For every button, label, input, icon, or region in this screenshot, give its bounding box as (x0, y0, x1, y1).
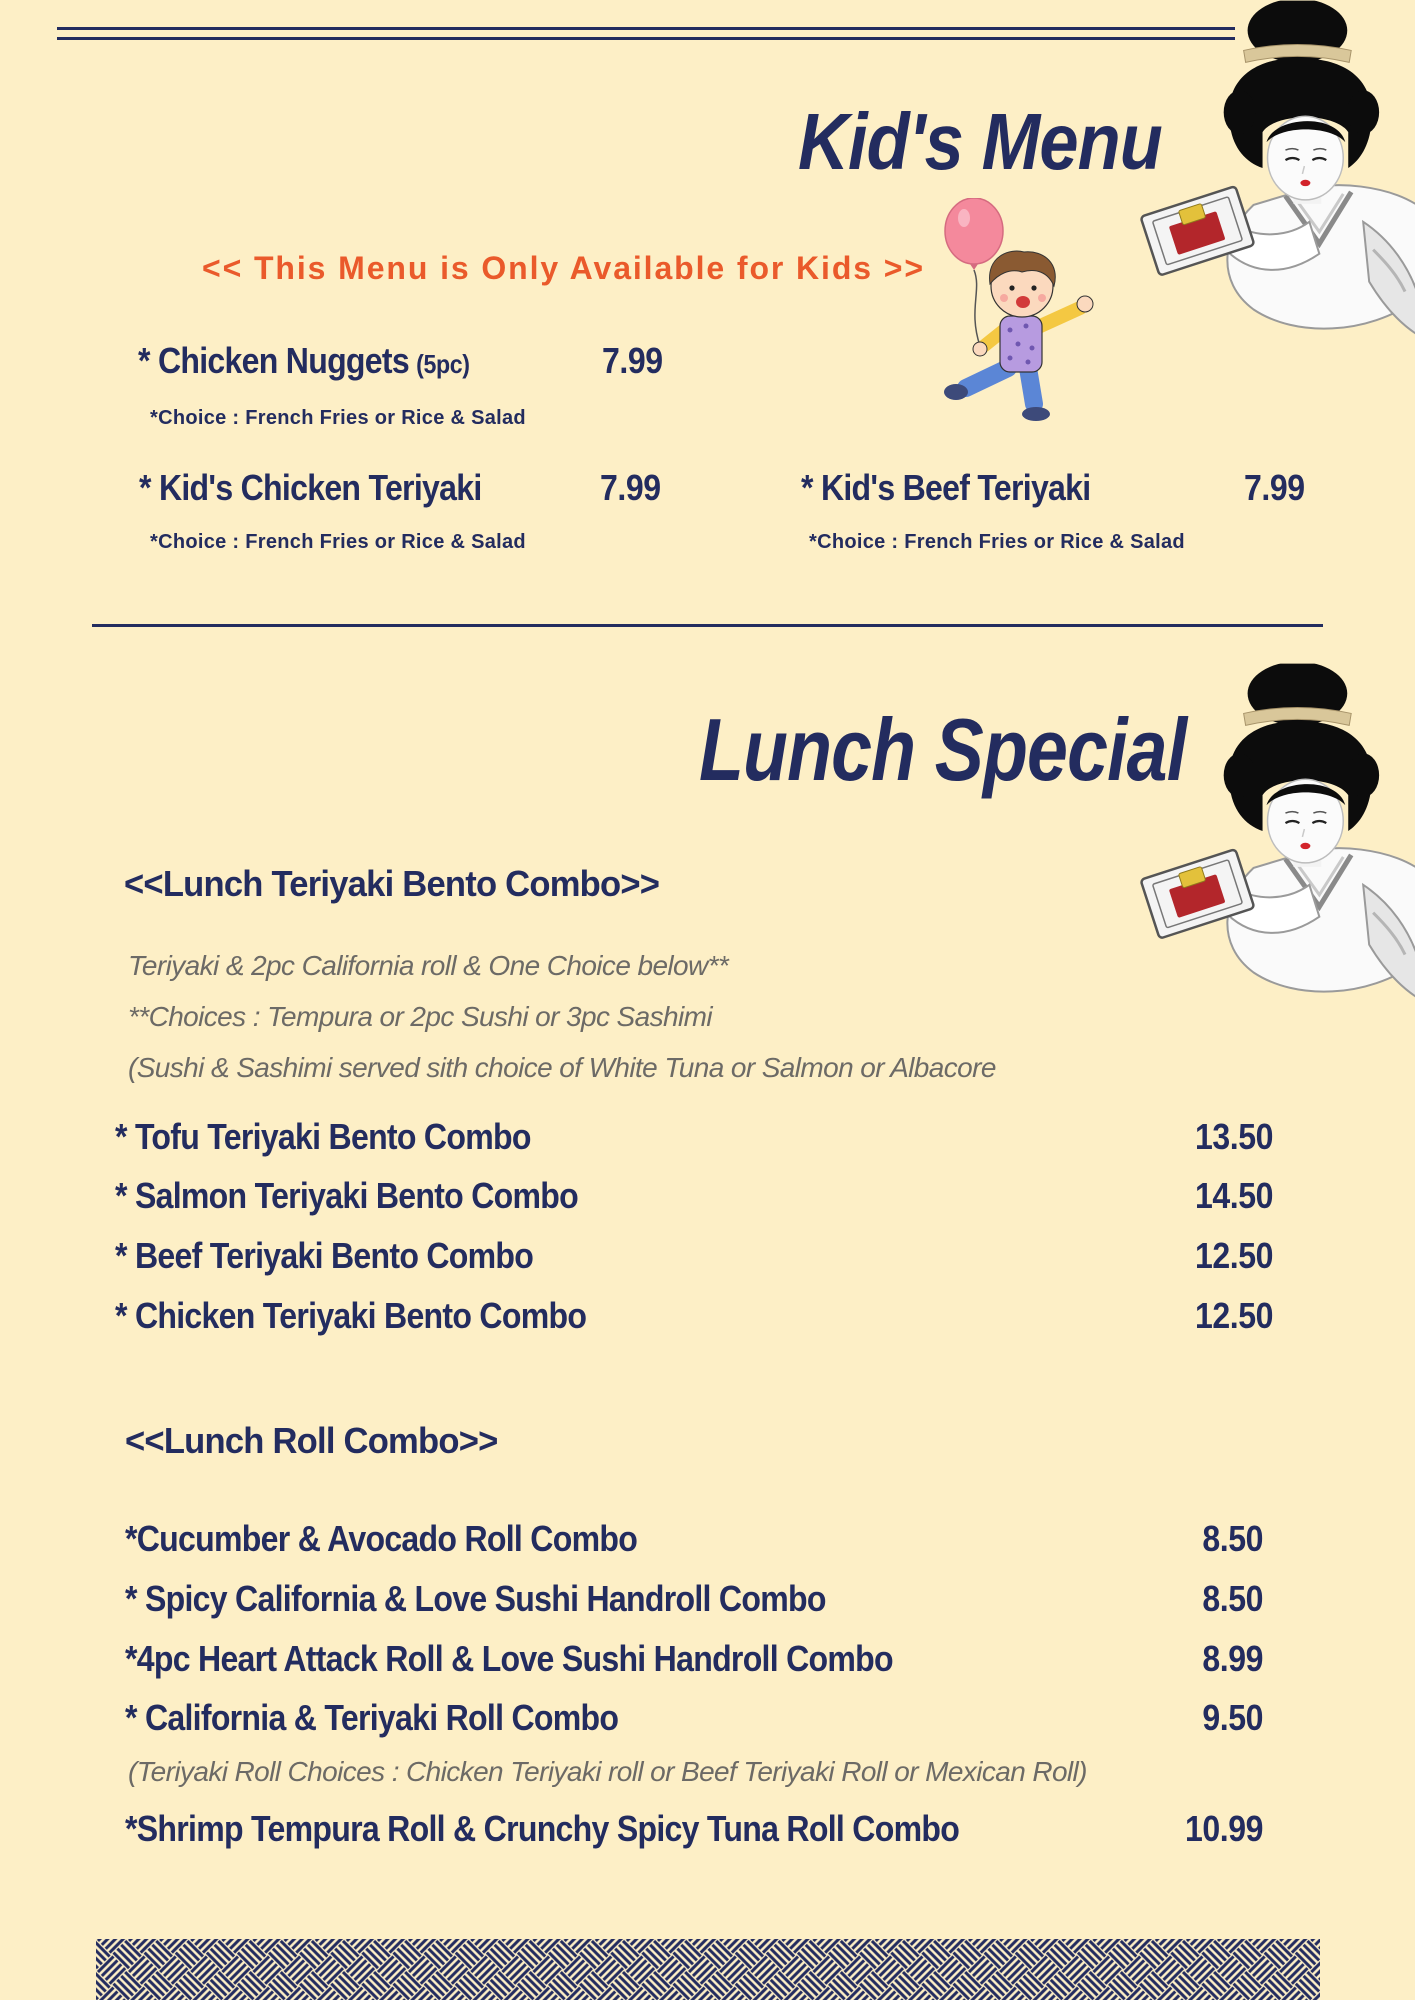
item-choice: *Choice : French Fries or Rice & Salad (809, 531, 1185, 553)
bento-note: Teriyaki & 2pc California roll & One Choice below** (128, 950, 729, 981)
menu-item-beef-teriyaki-bento: * Beef Teriyaki Bento Combo (115, 1235, 534, 1276)
kids-only-notice: << This Menu is Only Available for Kids >> (202, 250, 925, 286)
top-rule-upper (57, 27, 1235, 30)
item-price: 10.99 (1185, 1808, 1263, 1849)
item-price: 12.50 (1195, 1295, 1273, 1336)
menu-item-salmon-teriyaki-bento: * Salmon Teriyaki Bento Combo (115, 1175, 579, 1216)
menu-item-chicken-teriyaki-bento: * Chicken Teriyaki Bento Combo (115, 1295, 587, 1336)
item-price: 8.50 (1202, 1518, 1263, 1559)
menu-item-california-teriyaki-roll: * California & Teriyaki Roll Combo (125, 1697, 619, 1738)
item-price: 7.99 (600, 467, 661, 508)
bento-note: **Choices : Tempura or 2pc Sushi or 3pc Sashimi (128, 1001, 712, 1032)
teriyaki-roll-note: (Teriyaki Roll Choices : Chicken Teriyaki roll or Beef Teriyaki Roll or Mexican Roll) (128, 1756, 1087, 1787)
item-portion: (5pc) (416, 349, 470, 379)
top-rule-lower (57, 37, 1235, 40)
item-price: 9.50 (1202, 1697, 1263, 1738)
menu-item-kids-chicken-teriyaki: * Kid's Chicken Teriyaki (139, 467, 482, 508)
geisha-illustration-top (1136, 0, 1415, 340)
item-price: 13.50 (1195, 1116, 1273, 1157)
item-price: 12.50 (1195, 1235, 1273, 1276)
weave-pattern-border (96, 1939, 1320, 2000)
item-name: * Chicken Nuggets (138, 340, 409, 381)
kids-menu-title: Kid's Menu (798, 97, 1162, 186)
lunch-special-title: Lunch Special (699, 700, 1187, 799)
menu-item-chicken-nuggets (138, 340, 470, 382)
item-price: 8.99 (1202, 1638, 1263, 1679)
menu-item-heart-attack-roll: *4pc Heart Attack Roll & Love Sushi Handroll Combo (125, 1638, 893, 1679)
item-price: 8.50 (1202, 1578, 1263, 1619)
item-choice: *Choice : French Fries or Rice & Salad (150, 407, 526, 429)
menu-item-tofu-teriyaki-bento: * Tofu Teriyaki Bento Combo (115, 1116, 531, 1157)
item-price: 14.50 (1195, 1175, 1273, 1216)
kid-with-balloon-illustration (944, 198, 1094, 423)
menu-item-spicy-california-handroll: * Spicy California & Love Sushi Handroll Combo (125, 1578, 826, 1619)
menu-item-shrimp-tempura-roll: *Shrimp Tempura Roll & Crunchy Spicy Tuna Roll Combo (125, 1808, 960, 1849)
menu-item-cucumber-avocado-roll: *Cucumber & Avocado Roll Combo (125, 1518, 638, 1559)
menu-item-kids-beef-teriyaki: * Kid's Beef Teriyaki (801, 467, 1091, 508)
section-divider (92, 624, 1323, 627)
item-price: 7.99 (602, 340, 663, 381)
bento-note: (Sushi & Sashimi served sith choice of White Tuna or Salmon or Albacore (128, 1052, 996, 1083)
balloon (945, 198, 1003, 264)
item-choice: *Choice : French Fries or Rice & Salad (150, 531, 526, 553)
bento-combo-heading: <<Lunch Teriyaki Bento Combo>> (124, 863, 660, 904)
item-price: 7.99 (1244, 467, 1305, 508)
roll-combo-heading: <<Lunch Roll Combo>> (125, 1420, 498, 1461)
